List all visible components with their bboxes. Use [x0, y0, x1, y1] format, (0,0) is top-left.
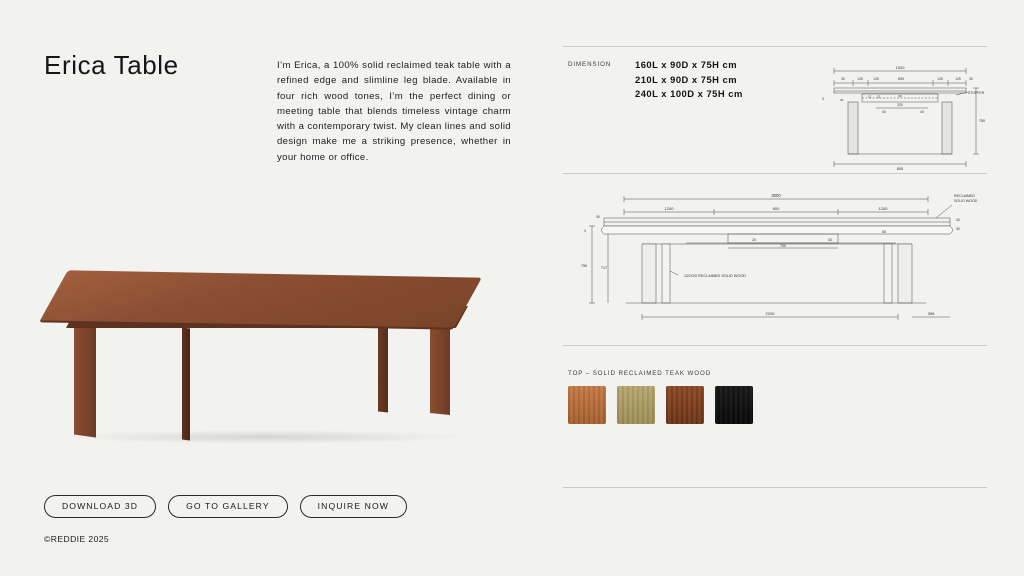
copyright-text: ©REDDIE 2025: [44, 534, 110, 544]
svg-text:750: 750: [580, 264, 588, 268]
action-buttons: [44, 495, 407, 518]
material-swatches: [568, 386, 753, 424]
dimension-options: [635, 58, 743, 102]
svg-text:30: 30: [956, 227, 960, 231]
svg-text:398: 398: [927, 311, 935, 316]
svg-text:3: 3: [822, 97, 824, 101]
svg-text:30: 30: [841, 77, 845, 81]
svg-text:RECLAIMED: RECLAIMED: [954, 194, 975, 198]
table-top-surface: [40, 270, 482, 327]
svg-text:800: 800: [772, 206, 780, 211]
dimension-option: 240L x 100D x 75H cm: [635, 88, 743, 100]
go-to-gallery-button[interactable]: GO TO GALLERY: [168, 495, 288, 518]
side-elevation-drawing: [818, 60, 990, 172]
svg-text:3000: 3000: [771, 193, 781, 198]
svg-text:120X20 RECLAIMED SOLID WOOD: 120X20 RECLAIMED SOLID WOOD: [684, 274, 747, 278]
divider: [563, 46, 987, 47]
swatch-teak-light[interactable]: [617, 386, 655, 424]
svg-text:33: 33: [828, 238, 832, 242]
svg-text:STOPPER: STOPPER: [968, 91, 985, 95]
dimension-option: 160L x 90D x 75H cm: [635, 59, 738, 70]
svg-text:320: 320: [897, 103, 903, 107]
swatch-teak-black[interactable]: [715, 386, 753, 424]
product-shadow: [60, 430, 470, 444]
swatch-teak-natural[interactable]: [568, 386, 606, 424]
svg-text:1200: 1200: [664, 206, 674, 211]
svg-text:1000: 1000: [895, 65, 905, 70]
svg-text:125: 125: [857, 77, 863, 81]
product-description: I’m Erica, a 100% solid reclaimed teak table with a refined edge and slimline leg blade. Available in four rich wood tones, I’m the perfect dining or meeting table that blends timeless vintage charm with a contemporary twist. My clean lines and solid design make me a striking presence, whether in your home or office.: [277, 60, 511, 163]
divider: [563, 487, 987, 488]
dimension-section-label: DIMENSION: [568, 61, 612, 68]
svg-text:700: 700: [780, 244, 786, 248]
swatch-teak-dark[interactable]: [666, 386, 704, 424]
dimension-option: 210L x 90D x 75H cm: [635, 73, 738, 85]
svg-text:750: 750: [978, 119, 986, 123]
svg-text:60: 60: [898, 94, 902, 98]
svg-text:80: 80: [882, 230, 886, 234]
svg-text:12: 12: [868, 94, 872, 99]
svg-text:125: 125: [873, 77, 879, 81]
divider: [563, 345, 987, 346]
svg-text:20: 20: [752, 238, 756, 242]
divider: [563, 173, 987, 174]
svg-text:30: 30: [840, 98, 844, 102]
svg-text:30: 30: [596, 215, 600, 219]
svg-text:30: 30: [956, 218, 960, 222]
page-title: Erica Table: [44, 50, 179, 80]
svg-text:2205: 2205: [765, 311, 775, 316]
svg-text:40: 40: [882, 110, 886, 114]
front-elevation-drawing: [566, 185, 986, 330]
materials-section-label: TOP – SOLID RECLAIMED TEAK WOOD: [568, 370, 712, 377]
product-image: [30, 250, 500, 465]
svg-text:22: 22: [877, 94, 881, 99]
svg-text:690: 690: [898, 77, 904, 81]
inquire-now-button[interactable]: INQUIRE NOW: [300, 495, 407, 518]
svg-text:125: 125: [955, 77, 961, 81]
svg-text:3: 3: [584, 229, 586, 233]
svg-text:SOLID WOOD: SOLID WOOD: [954, 199, 978, 203]
svg-text:805: 805: [896, 167, 904, 171]
table-leg: [182, 328, 190, 441]
download-3d-button[interactable]: DOWNLOAD 3D: [44, 495, 156, 518]
svg-text:1200: 1200: [878, 206, 888, 211]
table-leg: [74, 314, 96, 437]
svg-text:125: 125: [937, 77, 943, 81]
svg-text:40: 40: [920, 110, 924, 114]
svg-text:717: 717: [600, 266, 608, 270]
svg-text:30: 30: [969, 77, 973, 81]
